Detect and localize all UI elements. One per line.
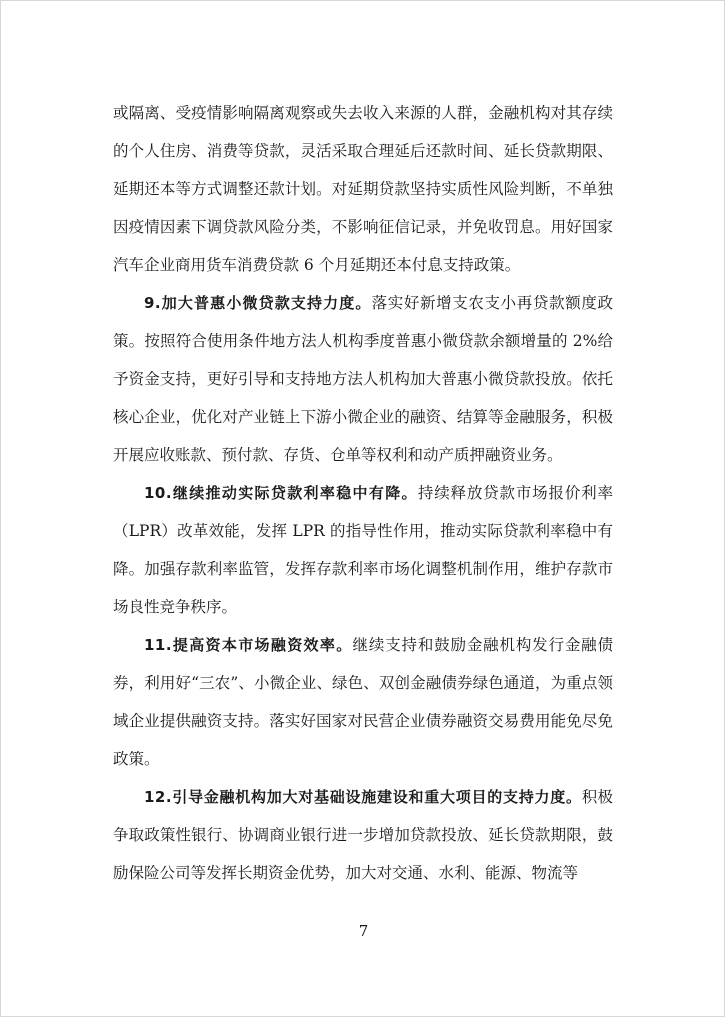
paragraph-text: 或隔离、受疫情影响隔离观察或失去收入来源的人群，金融机构对其存续的个人住房、消费等贷款，灵活采取合理延后还款时间、延长贷款期限、延期还本等方式调整还款计划。对延期贷款坚持实质性风险判断，不单独因疫情因素下调贷款风险分类，不影响征信记录，并免收罚息。用好国家汽车企业商用货车消费贷款 6 个月延期还本付息支持政策。 [113,104,613,274]
paragraph-text: 积极争取政策性银行、协调商业银行进一步增加贷款投放、延长贷款期限，鼓励保险公司等发挥长期资金优势，加大对交通、水利、能源、物流等 [113,788,613,882]
document-body [113,94,613,892]
paragraph-continued [113,94,613,284]
paragraph-heading: 11.提高资本市场融资效率。 [144,636,353,654]
paragraph-heading: 12.引导金融机构加大对基础设施建设和重大项目的支持力度。 [144,788,582,806]
paragraph-text: 继续支持和鼓励金融机构发行金融债券，利用好“三农”、小微企业、绿色、双创金融债券绿色通道，为重点领域企业提供融资支持。落实好国家对民营企业债券融资交易费用能免尽免政策。 [113,636,613,768]
page-number: 7 [358,922,369,940]
paragraph-text: 持续释放贷款市场报价利率（LPR）改革效能，发挥 LPR 的指导性作用，推动实际贷款利率稳中有降。加强存款利率监管，发挥存款利率市场化调整机制作用，维护存款市场良性竞争秩序。 [113,484,613,616]
paragraph-item-10 [113,474,613,626]
paragraph-heading: 10.继续推动实际贷款利率稳中有降。 [144,484,418,502]
paragraph-text: 落实好新增支农支小再贷款额度政策。按照符合使用条件地方法人机构季度普惠小微贷款余额增量的 2%给予资金支持，更好引导和支持地方法人机构加大普惠小微贷款投放。依托核心企业，优化对产业链上下游小微企业的融资、结算等金融服务，积极开展应收账款、预付款、存货、仓单等权利和动产质押融资业务。 [113,294,613,464]
paragraph-item-12 [113,778,613,892]
paragraph-heading: 9.加大普惠小微贷款支持力度。 [144,294,372,312]
paragraph-item-9 [113,284,613,474]
paragraph-item-11 [113,626,613,778]
